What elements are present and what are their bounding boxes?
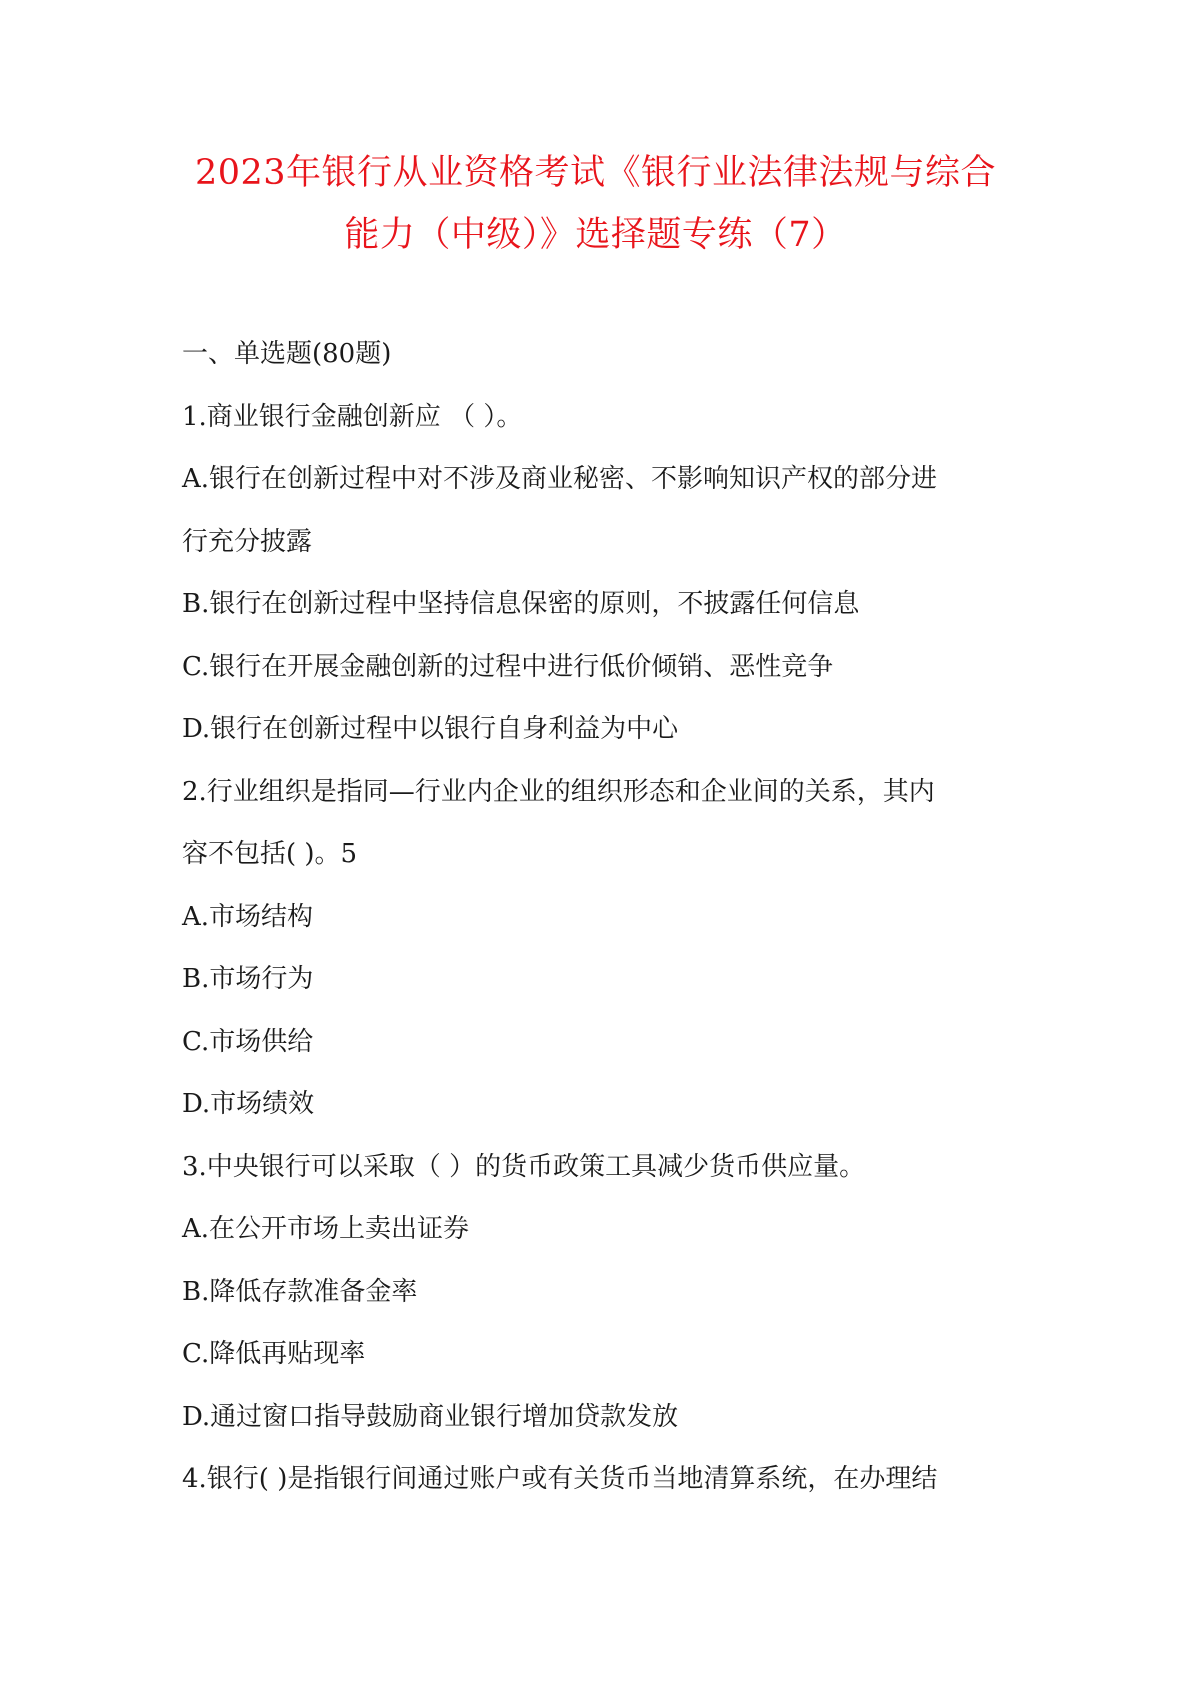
document-title <box>150 142 1041 266</box>
question-2-option-b: B.市场行为 <box>182 964 314 994</box>
title-line-1: 2023年银行从业资格考试《银行业法律法规与综合 <box>194 153 997 193</box>
question-1-option-d: D.银行在创新过程中以银行自身利益为中心 <box>182 714 679 744</box>
question-1-option-c: C.银行在开展金融创新的过程中进行低价倾销、恶性竞争 <box>182 651 834 682</box>
question-2-stem: 2.行业组织是指同—行业内企业的组织形态和企业间的关系，其内 <box>182 776 935 807</box>
question-1-option-a: A.银行在创新过程中对不涉及商业秘密、不影响知识产权的部分进 <box>182 464 938 494</box>
question-4-stem: 4.银行( )是指银行间通过账户或有关货币当地清算系统，在办理结 <box>182 1464 938 1494</box>
question-3-option-a: A.在公开市场上卖出证券 <box>182 1214 470 1244</box>
question-1-option-b: B.银行在创新过程中坚持信息保密的原则，不披露任何信息 <box>182 589 860 619</box>
question-2-option-a: A.市场结构 <box>182 901 314 932</box>
question-2-stem-cont: 容不包括( )。5 <box>182 839 358 869</box>
question-2-option-d: D.市场绩效 <box>182 1089 315 1119</box>
question-3-option-c: C.降低再贴现率 <box>182 1339 366 1369</box>
question-1-option-a-cont: 行充分披露 <box>182 526 313 557</box>
question-1-stem: 1.商业银行金融创新应 （ ）。 <box>182 401 523 432</box>
question-3-option-b: B.降低存款准备金率 <box>182 1276 418 1307</box>
document-body <box>182 323 1022 1511</box>
question-3-stem: 3.中央银行可以采取（ ）的货币政策工具减少货币供应量。 <box>182 1151 866 1182</box>
title-line-2: 能力（中级）》选择题专练（7） <box>344 215 847 255</box>
section-heading: 一、单选题(80题) <box>182 339 392 369</box>
question-3-option-d: D.通过窗口指导鼓励商业银行增加贷款发放 <box>182 1401 679 1432</box>
question-2-option-c: C.市场供给 <box>182 1026 314 1057</box>
